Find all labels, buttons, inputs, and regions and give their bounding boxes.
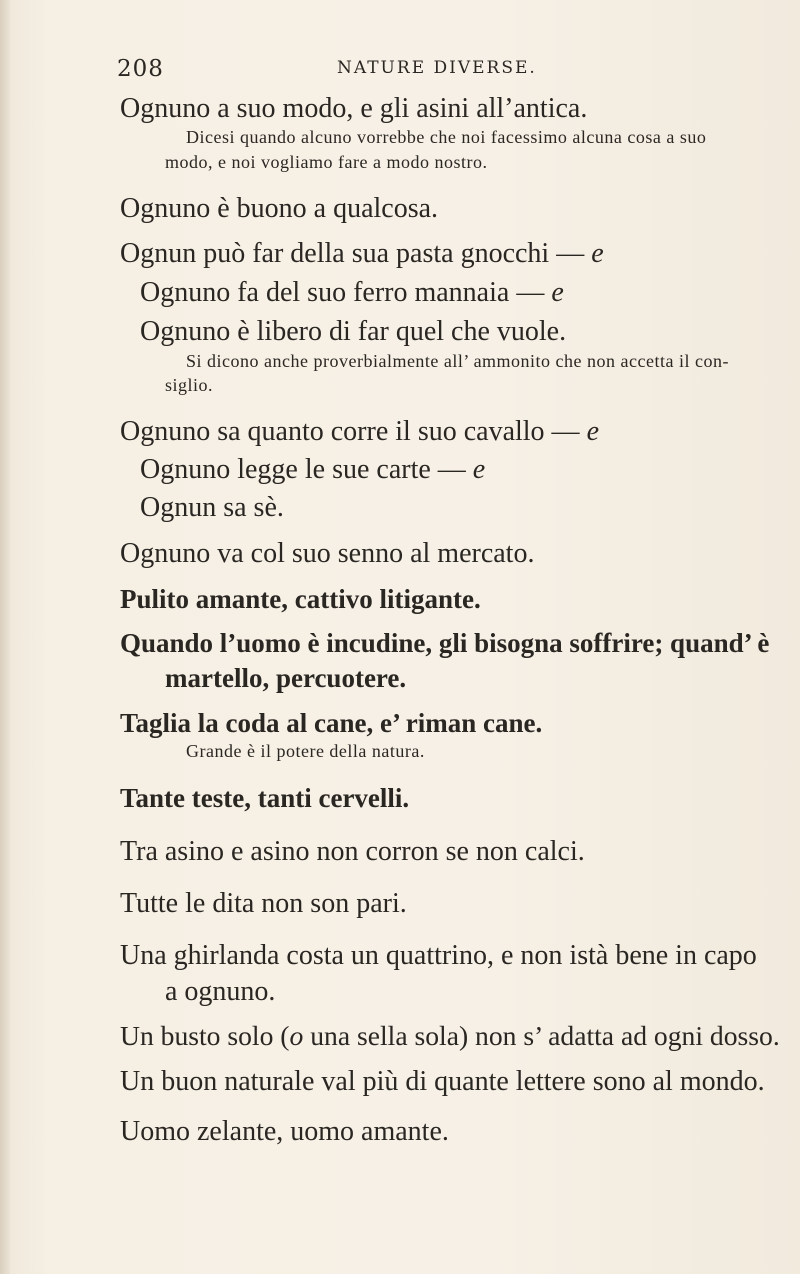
proverb-line (120, 586, 481, 613)
proverb-line (165, 665, 406, 692)
proverb-line (120, 418, 599, 446)
proverb-text: martello, percuotere. (165, 663, 407, 693)
gloss-text: modo, e noi vogliamo fare a modo nostro. (165, 152, 488, 172)
proverb-line (120, 1022, 780, 1050)
proverb-text: Una ghirlanda costa un quattrino, e non istà bene in capo (120, 940, 757, 971)
proverb-tail: e (586, 416, 599, 447)
proverb-line (140, 456, 485, 484)
proverb-line (120, 710, 542, 737)
gloss-line (186, 742, 425, 760)
proverb-text-rest: una sella sola) non s’ adatta ad ogni dosso. (303, 1020, 780, 1051)
proverb-line (140, 279, 564, 307)
proverb-line (120, 838, 585, 866)
gloss-line (186, 352, 729, 370)
proverb-tail: e (551, 277, 564, 308)
proverb-text: Ognuno legge le sue carte — (140, 454, 466, 485)
proverb-line (120, 785, 409, 812)
proverb-text: Taglia la coda al cane, e’ riman cane. (120, 708, 543, 738)
gloss-text: Grande è il potere della natura. (186, 741, 425, 761)
proverb-text: Uomo zelante, uomo amante. (120, 1116, 449, 1147)
gloss-text: siglio. (165, 375, 214, 395)
gloss-line (165, 153, 487, 171)
proverb-text: Ognuno a suo modo, e gli asini all’antica. (120, 93, 588, 124)
proverb-line (120, 1118, 449, 1146)
proverb-text: Ognun sa sè. (140, 492, 284, 523)
proverb-text: Ognun può far della sua pasta gnocchi — (120, 238, 585, 269)
proverb-italic: o (289, 1020, 304, 1051)
gloss-text: Si dicono anche proverbialmente all’ ammonito che non accetta il con- (186, 351, 729, 371)
proverb-text: Ognuno fa del suo ferro mannaia — (140, 277, 545, 308)
proverb-text: a ognuno. (165, 976, 276, 1007)
proverb-text: Pulito amante, cattivo litigante. (120, 584, 481, 614)
proverb-line (120, 1068, 765, 1096)
gloss-line (186, 128, 706, 146)
page-number: 208 (117, 56, 164, 82)
proverb-line (120, 942, 757, 970)
proverb-line (120, 630, 769, 657)
proverb-tail: e (591, 238, 604, 269)
proverb-line (165, 978, 275, 1006)
proverb-tail: e (472, 454, 486, 485)
proverb-text: Ognuno sa quanto corre il suo cavallo — (120, 416, 580, 447)
proverb-text: Ognuno è libero di far quel che vuole. (140, 316, 567, 347)
proverb-text: Un busto solo ( (120, 1020, 290, 1051)
proverb-line (120, 95, 587, 123)
proverb-text: Un buon naturale val più di quante lettere sono al mondo. (120, 1066, 765, 1097)
proverb-line (140, 318, 566, 346)
proverb-text: Tante teste, tanti cervelli. (120, 783, 410, 813)
proverb-line (120, 890, 407, 918)
proverb-line (120, 240, 604, 268)
proverb-text: Quando l’uomo è incudine, gli bisogna soffrire; quand’ è (120, 628, 770, 658)
proverb-text: Ognuno è buono a qualcosa. (120, 193, 439, 224)
proverb-text: Tutte le dita non son pari. (120, 888, 407, 919)
proverb-text: Tra asino e asino non corron se non calci. (120, 836, 585, 867)
proverb-line (120, 540, 534, 568)
running-head: NATURE DIVERSE. (337, 58, 537, 78)
proverb-line (120, 195, 438, 223)
gloss-text: Dicesi quando alcuno vorrebbe che noi facessimo alcuna cosa a suo (186, 127, 707, 147)
proverb-line (140, 494, 284, 522)
gloss-line (165, 376, 213, 394)
proverb-text: Ognuno va col suo senno al mercato. (120, 538, 535, 569)
